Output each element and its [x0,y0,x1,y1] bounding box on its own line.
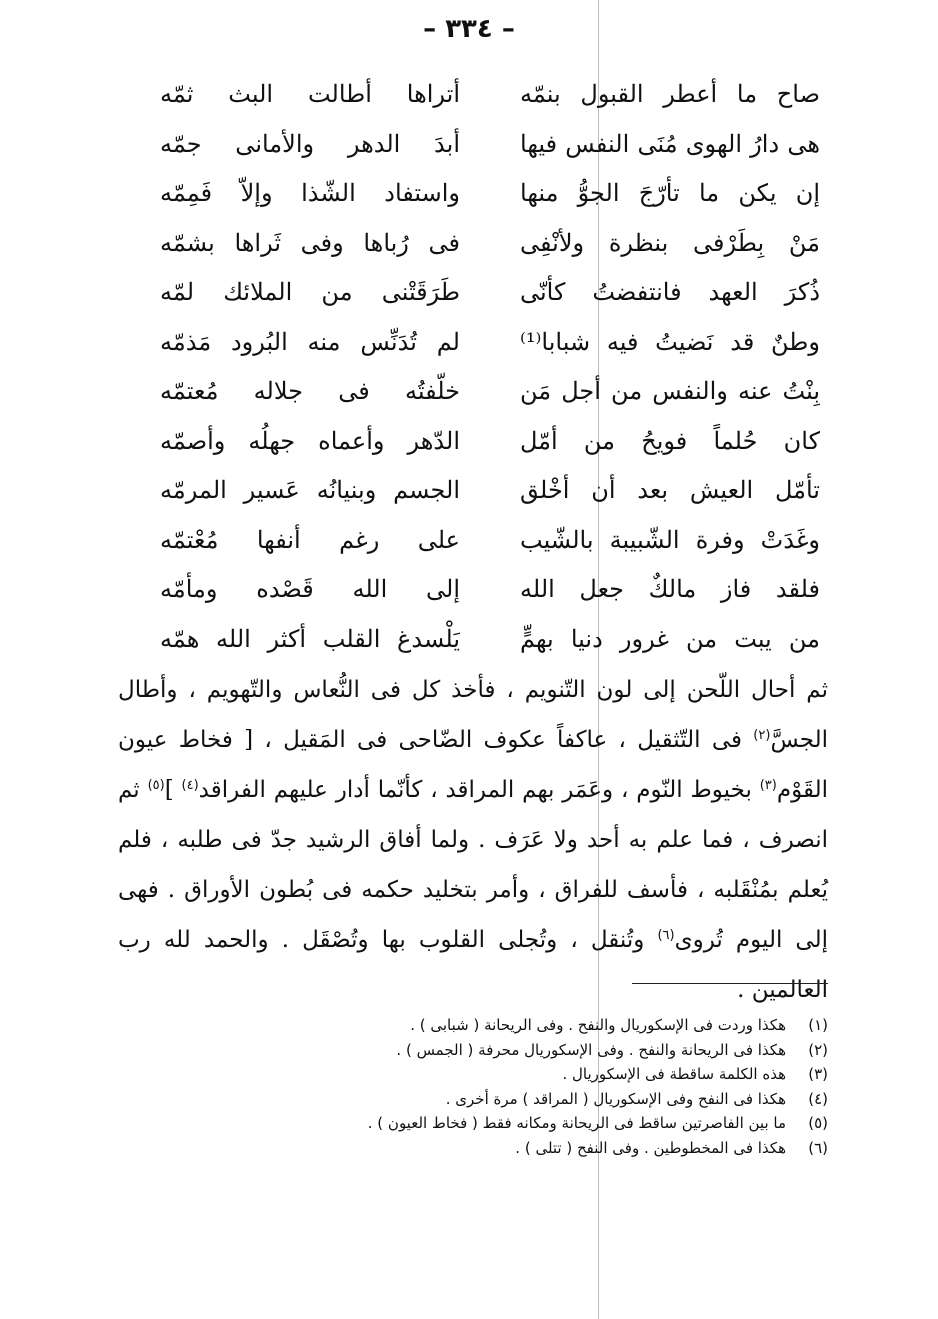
poem-verse [160,466,820,516]
footnote [250,1013,828,1038]
footnote [250,1062,828,1087]
verse-first-hemistich: وغَدَتْ وفرة الشّبيبة بالشّيب [520,525,820,554]
prose-line: فى التّثقيل ، عاكفاً عكوف الضّاحى فى المَقيل ، [ فخاط عيون [118,727,742,753]
footnote [250,1111,828,1136]
footnote-text: هكذا وردت فى الإسكوريال والنفح . وفى الريحانة ( شبابى ) . [410,1016,786,1034]
bracket-close: ] [164,777,174,803]
footnote [250,1087,828,1112]
verse-second-hemistich: الجسم وبنيانُه عَسير المرمّه [160,476,460,504]
prose-line: بمُنْقَلبه ، فأسف للفراق ، وأمر بتخليد حكمه فى بُطون الأوراق . فهى إلى اليوم [118,877,828,953]
poem-verse [160,565,820,615]
prose-line: وتُنقل ، وتُجلى القلوب بها وتُصْقَل . والحمد لله رب العالمين . [118,927,828,1003]
footnote-marker: (٤) [181,778,199,793]
verse-first-hemistich: مَنْ بِطَرْفى بنظرة ولأنْفِى [520,228,820,257]
footnote-text: هكذا فى المخطوطين . وفى النفح ( تتلى ) . [515,1138,786,1157]
poem-verse [160,219,820,269]
footnote-text: هكذا فى النفح وفى الإسكوريال ( المراقد ) مرة أخرى . [445,1089,786,1108]
verse-first-hemistich: صاح ما أعطر القبول بنمّه [520,80,820,108]
footnote-text: هذه الكلمة ساقطة فى الإسكوريال . [562,1065,786,1083]
footnote-text: هكذا فى الريحانة والنفح . وفى الإسكوريال محرفة ( الجمس ) . [396,1040,786,1059]
verse-second-hemistich: فى رُباها وفى ثَراها بشمّه [160,228,460,257]
footnote-number: (٦) [808,1138,828,1157]
verse-second-hemistich: لم تُدَنِّس منه البُرود مَذمّه [160,327,460,356]
verse-second-hemistich: خلّفتُه فى جلاله مُعتمّه [160,377,460,405]
verse-second-hemistich: أبدَ الدهر والأمانى جمّه [160,129,460,158]
verse-second-hemistich: على رغم أنفها مُعْتمّه [160,525,460,554]
poem [160,70,820,664]
footnote [250,1038,828,1063]
footnote-number: (١) [808,1016,828,1034]
poem-verse [160,615,820,665]
verse-first-hemistich: من يبت من غرور دنيا بهمٍّ [520,624,820,653]
poem-verse [160,120,820,170]
verse-second-hemistich: واستفاد الشّذا وإلاّ فَمِمّه [160,179,460,207]
prose-line: ثم انصرف ، فما علم به أحد ولا عَرَف . ولما أفاق الرشيد جدّ فى طلبه ، فلم يُعلم [118,777,828,903]
verse-first-hemistich: ذُكرَ العهد فانتفضتُ كأنّى [520,278,820,306]
footnote-separator [632,983,828,984]
verse-first-hemistich: تأمّل العيش بعد أن أخْلق [520,476,820,504]
prose-word: تُروى [674,927,723,953]
poem-verse [160,70,820,120]
verse-second-hemistich: أتراها أطالت البث ثمّه [160,80,460,108]
poem-verse [160,417,820,467]
footnote-marker: (٢) [753,728,771,743]
verse-first-hemistich: فلقد فاز مالكٌ جعل الله [520,575,820,603]
footnote-number: (٥) [808,1114,828,1132]
verse-second-hemistich: إلى الله قَصْده ومأمّه [160,575,460,603]
footnote [250,1136,828,1161]
verse-first-hemistich: كان حُلماً فويحُ من أمّل [520,426,820,455]
footnote-number: (٤) [808,1089,828,1108]
prose-line: ثم أحال اللّحن إلى لون التّنويم ، فأخذ كل فى النُّعاس والتّهويم ، وأطال [118,677,828,703]
poem-verse [160,169,820,219]
footnote-marker: (٥) [147,778,165,793]
verse-first-hemistich: هى دارُ الهوى مُنَى النفس فيها [520,129,820,158]
footnote-number: (٣) [808,1065,828,1083]
verse-first-hemistich: وطنٌ قد نَضيتُ فيه شبابا⁽¹⁾ [520,327,820,356]
poem-verse [160,367,820,417]
footnotes [250,1013,828,1160]
verse-first-hemistich: بِنْتُ عنه والنفس من أجل مَن [520,377,820,405]
footnote-text: ما بين الفاصرتين ساقط فى الريحانة ومكانه فقط ( فخاط العيون ) . [367,1114,786,1132]
verse-second-hemistich: الدّهر وأعماه جهلُه وأصمّه [160,426,460,455]
poem-verse [160,516,820,566]
footnote-marker: (٣) [759,778,777,793]
verse-second-hemistich: طَرَقَتْنى من الملائك لمّه [160,278,460,306]
prose-paragraph [118,665,828,1015]
footnote-number: (٢) [808,1040,828,1059]
verse-first-hemistich: إن يكن ما تأرّجَ الجوُّ منها [520,179,820,207]
prose-word: الجسَّ [770,727,829,753]
poem-verse [160,318,820,368]
prose-word: القَوْم [776,777,829,803]
verse-second-hemistich: يَلْسدغ القلب أكثر الله همّه [160,624,460,653]
footnote-marker: (٦) [657,928,675,943]
page-number: – ٣٣٤ – [423,14,515,44]
prose-line: بخيوط النّوم ، وعَمَر بهم المراقد ، كأنّما أدار عليهم الفراقد [198,777,752,803]
poem-verse [160,268,820,318]
